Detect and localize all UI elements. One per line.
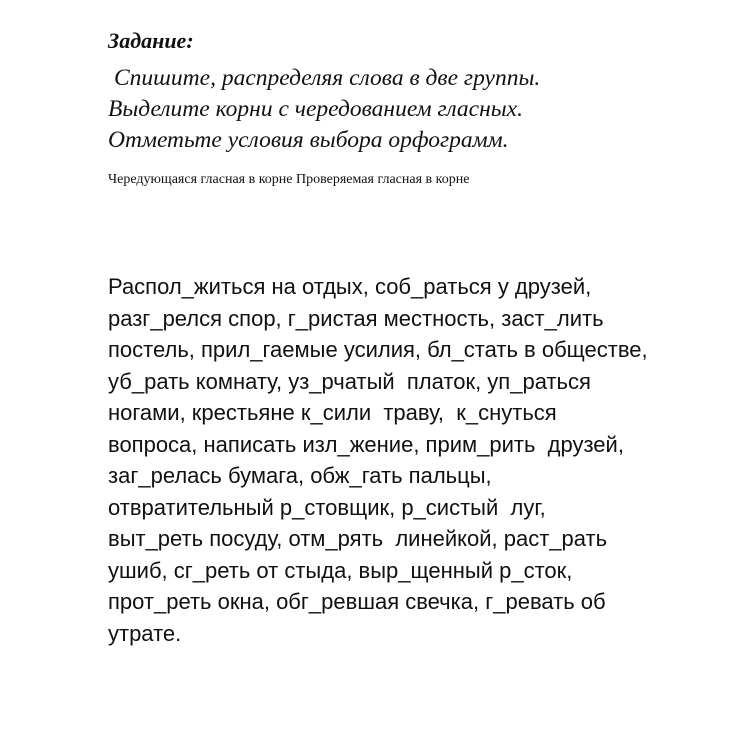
exercise-line: разг_релся спор, г_ристая местность, заст_лить [108, 305, 604, 331]
exercise-line: отвратительный р_стовщик, р_систый луг, [108, 494, 546, 520]
exercise-line: ушиб, сг_реть от стыда, выр_щенный р_сток, [108, 557, 573, 583]
exercise-line: заг_релась бумага, обж_гать пальцы, [108, 463, 492, 488]
task-instructions [108, 63, 540, 156]
exercise-line: Распол_житься на отдых, соб_раться у друзей, [108, 274, 592, 299]
exercise-line: ногами, крестьяне к_сили траву, к_снуться [108, 400, 557, 425]
column-heading-alternating: Чередующаяся гласная в корне [108, 172, 293, 187]
exercise-line: выт_реть посуду, отм_рять линейкой, раст_рать [108, 526, 608, 551]
exercise-line: утрате. [108, 620, 182, 646]
task-title: Задание: [108, 28, 194, 53]
exercise-line: постель, прил_гаемые усилия, бл_стать в обществе, [108, 337, 648, 362]
exercise-line: прот_реть окна, обг_ревшая свечка, г_ревать об [108, 589, 606, 614]
column-headings [108, 171, 469, 189]
column-heading-checkable: Проверяемая гласная в корне [296, 172, 470, 187]
instruction-line: Спишите, распределяя слова в две группы. [114, 65, 541, 91]
exercise-line: уб_рать комнату, уз_рчатый платок, уп_раться [108, 368, 591, 394]
exercise-line: вопроса, написать изл_жение, прим_рить друзей, [108, 431, 624, 457]
exercise-text [108, 271, 708, 649]
instruction-line: Выделите корни с чередованием гласных. [108, 96, 523, 122]
instruction-line: Отметьте условия выбора орфограмм. [108, 127, 509, 153]
